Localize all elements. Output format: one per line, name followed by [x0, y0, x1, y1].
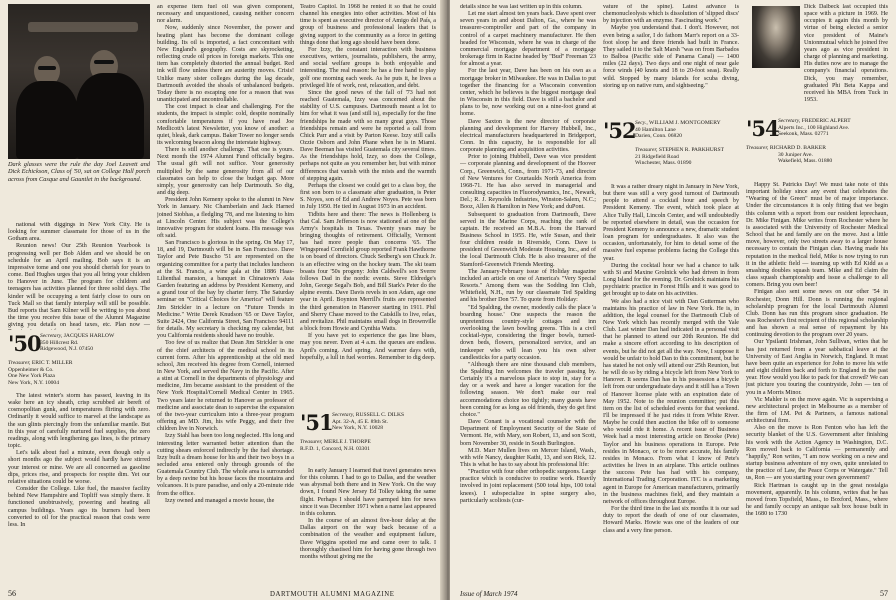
secretary-name: FREDERIC ALPERT	[801, 118, 851, 124]
left-page	[0, 0, 446, 600]
treasurer-name: ERIC T. MILLER	[31, 360, 73, 366]
treasurer-address: 30 Juniper Ave.	[778, 151, 813, 158]
column-5	[603, 4, 739, 116]
paragraph: President John Kemeny spoke to the alumni in New York in January. Nic Chamberlain and Jack Harned joined Siobhas, a fledgling '78, and me listening to him at Lincoln Center. His subject was the College's innovative program for student loans. His message was oft said.	[157, 197, 294, 239]
paragraph: Rick Hartman is caught up in the great nostalgia movement, apparently. In his column, writes that he has moved from Topsfield, Mass., to Boxford, Mass., where he and family occupy an antique salt box house built in the 1680 to 1730	[746, 482, 888, 518]
paragraph: Subsequent to graduation from Dartmouth, Dave served in the Marine Corps, reaching the rank of captain. He received an M.B.A. from the Harvard Business School in 1955. He, wife Susan, and their four children reside in Riverside, Conn. Dave is president of Greenwich Moderate Housing, Inc., and of the local Dartmouth Club. He is also treasurer of the Stamford-Greenwich Friends Meeting.	[460, 211, 596, 268]
secretary-address: Ridgewood, N.J. 07450	[40, 346, 93, 353]
secretary-name: WILLIAM J. MONTGOMERY	[649, 120, 721, 126]
class-header-1950	[8, 333, 150, 389]
class-year: '51	[300, 410, 333, 435]
paragraph: Dave Saxton is the new director of corporate planning and development for Harvey Hubbell, Inc., electrical manufacturers headquartered in Bridgeport, Conn. In this capacity, he is responsible for all corporate planning and acquisition activities.	[460, 118, 596, 154]
treasurer-address: Winchester, Mass. 01890	[635, 160, 692, 167]
secretary-label: Secretary,	[778, 118, 801, 124]
treasurer-label: Treasurer,	[8, 360, 31, 366]
secretary-label: Secretary,	[332, 412, 355, 418]
paragraph: Vic Mahler is on the move again. Vic is supervising a new architectural project in Melbourne as a member of the firm of I.M. Pei & Partners, a famous national architectural firm.	[746, 396, 888, 425]
issue-date: Issue of March 1974	[460, 590, 518, 598]
column-4	[460, 4, 596, 586]
treasurer-label: Treasurer,	[635, 147, 658, 153]
treasurer-address: One New York Plaza	[8, 373, 55, 380]
treasurer-address: 21 Ridgefield Road	[635, 153, 679, 160]
paragraph: The latest winter's storm has passed, leaving in its wake here an icy sheath, crisp scrubbed air bereft of cosmopolitan gunk, and temperatures flirting with zero. Ordinarily it would suffice to marvel at the landscape as the sun glints piercingly from the unfamiliar mantle. But in this year of carefully nurtured fuel supplies, the zero readings, along with lengthening gas lines, is the primary topic.	[8, 393, 150, 450]
secretary-name: RUSSELL C. DILKS	[355, 412, 405, 418]
class-year: '54	[746, 116, 779, 141]
treasurer-address: Oppenheimer & Co.	[8, 366, 54, 373]
treasurer-label: Treasurer,	[300, 439, 323, 445]
class-year: '52	[603, 118, 636, 143]
class-officers	[40, 333, 160, 353]
left-footer	[0, 589, 440, 598]
paragraph: Dick Dalbeck last occupied this space with a picture in 1969. He occupies it again this month by virtue of being elected a senior vice president of Maine's Unionmutual which he joined five years ago as vice president in charge of planning and marketing. His duties now are to manage the company's financial operations. Dick, you may remember, graduated Phi Beta Kappa and received his MBA from Tuck in 1953.	[804, 4, 888, 104]
paragraph: Now, suddenly since November, the power and heating plant has become the dominant college building. Its oil is imported, a fact concomitant with New England's geography. Costs are skyrocketing, reflecting crude oil prices in foreign markets. This one item has completely distorted the annual budget. Red ink will flow unless there are austerity moves. Crisis! Unlike many sister colleges during the lag decade, Dartmouth avoided the shoals of unbalanced budgets. Today there is no escaping one for a reason that was unanticipated and uncontrollable.	[157, 25, 294, 104]
paragraph: In early January I learned that travel generates news for this column. I had to go to Dallas, and the weather was abysmal both there and in New York. On the way down, I found New Jersey Ed Tolley taking the same flight. Perhaps I should have parmped him for news since it was December 1971 when a name last appeared in this column.	[300, 468, 436, 517]
paragraph: Dave Conant is a vocational counselor with the Department of Employment Security of the State of Vermont. He, with Mary, son Robert, 13, and son Scott, born November 30, reside in South Burlington.	[460, 419, 596, 447]
treasurer-name: MERLE J. THORPE	[323, 439, 371, 445]
paragraph: Since the good news of the fall of '73 had not reached Guatemala, Izzy was concerned about the stability of U.S. campuses. Dartmouth meant a lot to him for what it was (and still is), especially for the fine friendships he made with so many great guys. Those friendships remain and were he reported a call from Chick Parr and a visit by Parton Keese. Izzy still calls Ozzie Osborn and John Phane when he is in Miami. Dave Beeman has visited Guatemala city several times. As the friendships hold, Izzy, so does the College, perhaps not quite as you remember her, but with minor differences that vanish with the mists and the warmth of stepping again.	[300, 89, 436, 182]
paragraph: Also on the move is Ron Fenton who has left the security blanket of the U.S. Government after finishing his work with the Action Agency in Washington, D.C. Ron moved back to California — permanently and "happily," Ron writes, "I am now working on a new and startup business adventure of my own, quite unrelated to the practice of Law, the Peace Corps or Watergate." Tell us, Ron — are you starting your own government?	[746, 425, 888, 482]
treasurer-name: STEPHEN R. PARKHURST	[658, 147, 725, 153]
paragraph: Tidbits here and there: The news is Hollenberg is that Cal. Sam Jefferson is now stationed at one of the Army's hospitals in Texas. Twenty years may be bringing thoughts of retirement. Officially, Vermont has had more people than concerns '65. The Wingspread Cornfield group reported Frank Hawthorne is on board of directors. Chuck Sedberg's son Chuck Jr. is an effective wing on the hockey team. The ski team boasts four '50s progeny: John Caldwell's son Sverre follows Dad in the nordic events. Steve Eldredge's John, George Segal's Bob, and Bill Stark's Peter do the alpine events. Dave Davis revels in son Adam, age one year in April. Boynton Merrill's fruits are represented the third generation in Hanover starting in 1911. Phil and Sherry Chase moved to the Catskills to live, relax, and revitalize. Phil maintains small dogs in Brownville a block from Howie and Cynthia Watts.	[300, 211, 436, 333]
treasurer-name: RICHARD D. BARKER	[769, 145, 826, 151]
paragraph: Consider the College. Like fuel, the massive facility behind New Hampshire and Topliff was simply there. It functioned unobtrusively, powering and heating all campus buildings. Years ago its burners had been converted to oil for the practical reason that costs were less. In	[8, 486, 150, 528]
secretary-address: Alperts Inc., 100 Highland Ave.	[778, 124, 850, 131]
column-3-continued	[300, 468, 436, 586]
class-officers	[635, 120, 739, 140]
paragraph: M.D. Marr Mullen lives on Mercer Island, Wash., with wife Nancy, daughter Kathi, 13, and son Rick, 12. This is what he has to say about his professional life:	[460, 447, 596, 468]
secretary-name: JACQUES HARLOW	[63, 333, 115, 339]
paragraph: There is still another challenge. That one is yours. Next month the 1974 Alumni Fund officially begins. The usual gift will not suffice. Your generosity multiplied by the same generosity from all of our classmates can help to close the budget gap. More simply, your generosity can help Dartmouth. So dig, and dig deep.	[157, 147, 294, 197]
secretary-address: 40 Hamilton Lane	[635, 126, 676, 133]
paragraph: Maybe you understand that. I don't. However, not even being a sailor, I do fathom Marr's report on a 33-foot sloop he and three friends had built in France. They sailed it to the Salt Marsh "was on from Barbados to Balboa (Pacific side of Panama Canal) — 1400 miles (22 days). Two days and one night of near gale force winds (40 knots and 18 to 20-foot seas). Really wild. Stopped by many islands for scuba diving, storing up on native rum, and sightseeing."	[603, 25, 739, 89]
paragraph: In the course of an almost five-hour delay at the Dallas airport on the way back because of a combination of the weather and equipment failure, Dave Wiggins spotted me and came over to talk. I thoroughly chastised him for having gone through two months without giving me the	[300, 518, 436, 560]
class-officers	[778, 118, 888, 138]
column-2	[157, 4, 294, 586]
column-6-continued	[746, 182, 888, 586]
paragraph: Happy St. Patricks Day! We must take note of this important holiday since any event that celebrates the "Wearing of the Green" must be of major importance. Under the circumstances it is only fitting that we begin this column with a report from our resident leprechaun, Dr. Mike Finigan. Mike writes from Rochester where he is associated with the University of Rochester Medical School that he and family are on the move. Just a little move, however, only two streets away to a larger house necessary to contain the Finigan clan. Having made his reputation in the medical field, Mike is now trying to run it in the athletic field — teaming up with Ed Kidd as a smashing doubles squash team. Mike and Ed claim the class squash championship and issue a challenge to all comers. Bring you own beer!	[746, 182, 888, 289]
paragraph: San Francisco is glorious in the spring. On May 17, 18, and 19, Dartmouth will be in San Francisco. Dave Taylor and Pete Buscho '51 are represented on the organizing committee for a party that includes luncheon at the St. Francis, a wine gala at the 1886 Haas-Lilienthal mansion, a banquet in Chinatown's Asia Garden featuring an address by President Kemeny, and a grand tour of the bay by charter ferry. The Saturday seminar on "Critical Choices for America" will feature Jim Strickler in a lecture on "Future Trends in Medicine." Write Derek Knudson '65 or Dave Taylor, Suite 2424, One California Street, San Francisco 94111 for details. My secretary is checking my calendar, but you California residents should have no trouble.	[157, 240, 294, 340]
paragraph: "Practice with four other orthopedic surgeons. Large practice which is conducive to routine work. Heavily involved in joint replacement (500 total hips, 100 total knees). I subspecialize in spine surgery also, particularly scoliosis (cur-	[460, 469, 596, 504]
paragraph: Our Ypsilanti Irishman, John Sullivan, writes that he has just returned from a year sabbatical leave at the University of East Anglia in Norwich, England. It must have been quite an experience for John to move his wife and eight children back and forth to England in the past year. How would you like to pack for that crowd? We can just picture you touring the countryside, John — ten of you in a Morris Minor.	[746, 339, 888, 396]
paragraph: Let me start almost ten years back. Dave spent over seven years in and about Dalton, Ga., where he was treasurer-comptroller and part of the company in control of a carpet machinery manufacturer. He then headed for Wisconsin, where he was in charge of the commercial mortgage department of a mortgage brokerage firm in Racine headed by "Bud" Freeman '23 for almost a year.	[460, 11, 596, 68]
paragraph: Teatro Capitol. In 1968 he rented it so that he could channel his energies into other activities. Most of his time is spent as executive director of Amigo del País, a group of business and professional leaders that is giving support to the community as a force in getting things done that long ago should have been done.	[300, 4, 436, 46]
paragraph: Reunion news! Our 25th Reunion Yearbook is progressing well per Bob Alden and we should be on schedule for an April mailing. Bob says it is an impressive tome and one you should cherish for years to come. Bud Hughes urges that you all bring your children to Hanover in June. The program for children and teenagers has activities planned for three solid days. The kinder will be occupying a tent fairly close to ours on Tuck Mall so that family interplay will still be possible. Bud reports that Sam Kilner will be writing to you about the time you receive this issue of the Alumni Magazine giving you details on head taxes, etc. Plan now —	[8, 243, 150, 329]
paragraph: For the last year, Dave has been on his own as a mortgage broker in Milwaukee. He was in Dallas to put together the financing for a Wisconsin convention center, which he believes is the biggest mortgage deal in Wisconsin in this field. Dave is still a bachelor and plans to be, now working out on a nine-foot grand at home.	[460, 68, 596, 118]
treasurer-address: Wakefield, Mass. 01880	[778, 158, 833, 165]
paragraph: an expense item fuel oil was given component, necessary and unquestioned, causing neither concern nor alarm.	[157, 4, 294, 25]
paragraph: During the cocktail hour we had a chance to talk with Si and Maxine Grolnick who had driven in from Long Island for the evening. Dr. Grolnick maintains his psychiatric practice in Forest Hills and it was good to get brought up to date on his activities.	[603, 262, 739, 298]
paragraph: If you have yet to experience the gas line blues, may you never. Even at 4 a.m. the queues are endless. April's coming. And spring. And warmer days with, hopefully, a lull in fuel worries. Remember to dig deep.	[300, 333, 436, 361]
column-6	[746, 4, 888, 114]
paragraph: vature of the spine). Latest advance is chemonucleolysis which is dissolution of 'slipped discs' by injection with an enzyme. Fascinating work."	[603, 4, 739, 25]
class-header-1951	[300, 412, 436, 464]
paragraph: For the third time in the last six months it is our sad duty to report the death of one of our classmates, Howard Marks. Howie was one of the leaders of our class and a very fine person.	[603, 506, 739, 534]
secretary-address: 350 Hillcrest Rd.	[40, 339, 79, 346]
paragraph: Too few of us realize that Dean Jim Strickler is one of the chief architects of the medical school in its current form. After his apprenticeship at the old med school, Jim received his degree from Cornell, interned in New York, and served the Navy in the Pacific. After a stint at Cornell in the departments of physiology and medicine, Jim became assistant to the president of the New York Hospital/Cornell Medical Center in 1965. Two years later he returned to Hanover as professor of medicine and associate dean to supervise the expansion of the two-year curriculum into a three-year program offering an MD. Jim, his wife Peggy, and their five children live in Norwich.	[157, 340, 294, 433]
class-year: '50	[8, 331, 41, 356]
paragraph: Izzy owned and managed a movie house, the	[165, 497, 275, 504]
paragraph: We also had a nice visit with Dan Gutterman who maintains his practice of law in New York. He is, in addition, the legal counsel for the Dartmouth Club of New York which has recently merged with the Yale Club. Last winter Dan had indicated in a personal visit that he planned to attend our 20th Reunion. He did make a sincere effort according to his description of events, but he did not get all the way. Now, I suppose it would be unfair to hold Dan to this commitment, but he has stated he not only will attend our 25th Reunion, but he will do so by riding a bicycle left from New York to Hanover. It seems Dan has in his possession a bicycle left from our undergraduate days and it still has a Town of Hanover license plate with an expiration date of May 1952. Note to the reunion committee; put this item on the list of scheduled events for that weekend. I'll be impressed if he just rides it from White River. Maybe he could then auction the bike off to someone who would ride it home. A recent issue of Business Week had a most interesting article on Brooke (Pete) Taylor and his business operations in Europe. Pete resides in Monaco, or to be more accurate, his family resides in Monaco. From what I know of Pete's activities he lives in an airplane. This article outlines the success Pete has had with his company, International Trading Corporation. ITC is a marketing agent in Europe for American manufacturers, primarily in the business machines field, and they maintain a network of offices throughout Europe.	[603, 298, 739, 505]
treasurer-label: Treasurer,	[746, 145, 769, 151]
treasurer-address: R.F.D. 1, Concord, N.H. 03301	[300, 445, 370, 452]
paragraph: For Izzy, the constant interaction with business executives, writers, journalists, publishers, the army, and social welfare groups is both enjoyable and interesting. The real reason: he has a free hand to play golf one morning each week. As he puts it, he lives a privileged life of work, rest, relaxation, and debt.	[300, 46, 436, 89]
paragraph: It was a rather dreary night in January in New York, but there was still a very good turnout of Dartmouth people to attend a cocktail hour and speech by President Kemeny. The event, which took place at Alice Tully Hall, Lincoln Center, and will undoubtedly be reported elsewhere in detail, was the occasion for President Kemeny to announce a new, dramatic student loan program for undergraduates. It also was the occasion, unfortunately, for him to detail some of the massive fuel expense problems facing the College this year.	[603, 184, 739, 262]
paragraph: "Ed Spalding, the owner, modestly calls the place 'a boarding house.' One suspects the reason the unpretentious country-style cottages and inn overlooking the lawn bowling greens. This is a civil cocktail-type, considering the finger bowls, turned-down beds, flowers, personalized service, and an innkeeper who will lean you his own silver candlesticks for a party occasion.	[460, 304, 596, 361]
paragraph: The cost impact is clear and challenging. For the students, the impact is simple: cold, despite nominally comfortable temperatures if you have read Joe Medlicott's latest Newsletter, you know of another: a quiet, bleak, dark campus. Baker Tower no longer sends its welcoming beacon along the interstate highway.	[157, 104, 294, 146]
page-number: 57	[880, 589, 888, 598]
class-header-1954	[746, 118, 888, 178]
paragraph: Finigan also sent some news on our other '54 in Rochester, Donn Hill. Donn is running the regional scholarship program for the local Dartmouth Alumni Club. Donn has run this program since graduation. He was Rochester's first recipient of this regional scholarship and has shown a real sense of repayment by his continuing devotion to the program over 20 years.	[746, 289, 888, 339]
photo-caption: Dark glasses were the rule the day Joel Leavett and Dick Echickson, Class of '50, sat on College Hall porch across from Casque and Gauntlet in the background.	[8, 161, 150, 183]
class-officers	[332, 412, 436, 432]
paragraph: Prior to joining Hubbell, Dave was vice president — corporate planning and development of the Hoover Corp., Greenwich, Conn., from 1971-73, and director of New Ventures for Courtaulds North America from 1968-71. He has also served in managerial and consulting capacities in Fluorodynamics, Inc., Newark, Del.; R. J. Reynolds Industries, Winston-Salem, N.C.; Booz, Allen & Hamilton in New York; and duPont.	[460, 154, 596, 211]
class-photo	[8, 4, 150, 159]
paragraph: national with diggings in New York City. He is looking for summer classmate for those of us in the Gotham area.	[8, 222, 150, 243]
secretary-address: Apt. 32-A, 45 E. 89th St.	[332, 418, 389, 425]
secretary-label: Secy.,	[635, 120, 648, 126]
column-3	[300, 4, 436, 409]
class-header-1952	[603, 120, 739, 180]
treasurer-address: New York, N.Y. 10004	[8, 379, 60, 386]
paragraph: Perhaps the closest we could get to a class boy, the first son born to a classmate after graduation, is Peter S. Noyes, son of Ed and Andrew Noyes. Pete was born in July 1950. He tied in August 1973 in an accident.	[300, 182, 436, 211]
column-1-continued	[8, 393, 150, 585]
paragraph: The January-February issue of Holiday magazine included an article on one of America's "Very Special Resorts." Among them was the Sodding Inn Club, Whitefield, N.H., run by our classmate Ted Spalding and his brother Don '57. To quote from Holiday:	[460, 268, 596, 304]
secretary-address: Darien, Conn. 06820	[635, 133, 682, 140]
secretary-address: Seekonk, Mass. 02771	[778, 131, 829, 138]
right-footer	[450, 589, 896, 598]
paragraph: details since he was last written up in this column.	[460, 4, 583, 10]
right-page	[450, 0, 896, 600]
secretary-label: Secretary,	[40, 333, 63, 339]
page-number: 56	[8, 589, 16, 598]
paragraph: "Although there are nine thousand club members, the Spalding Inn welcomes the traveler passing by. Certainly it's a marvelous place to stop in, stay for a day or a week and have a longer vacation for the following season. We don't make our real accommodations choice too tightly; many guests have been coming for as long as old friends, they do get first choice."	[460, 361, 596, 418]
paragraph: Let's talk about fuel a minute, even though only a short months ago the subject would hardly have stirred your interest or mine. We are all concerned as gasoline dips, prices rise, and prospects for respite dim. Yet our relative situations could be worse.	[8, 450, 150, 485]
column-1	[8, 222, 150, 330]
secretary-address: New York, N.Y. 10028	[332, 425, 384, 432]
paragraph: Izzy Stahl has been too long neglected. His long and interesting letter warranted better attention than the cutting shears enforced indirectly by the fuel shortage. Izzy built a dream house for his and their two boys in a secluded area entered only through grounds of the Guatemala Country Club. The whole area is surrounded by a deep ravine but his house faces the mountains and volcanoes. It is pure paradise, and only a 20-minute ride from the office.	[157, 433, 294, 497]
column-5-continued	[603, 184, 739, 586]
magazine-name: DARTMOUTH ALUMNI MAGAZINE	[270, 591, 395, 598]
